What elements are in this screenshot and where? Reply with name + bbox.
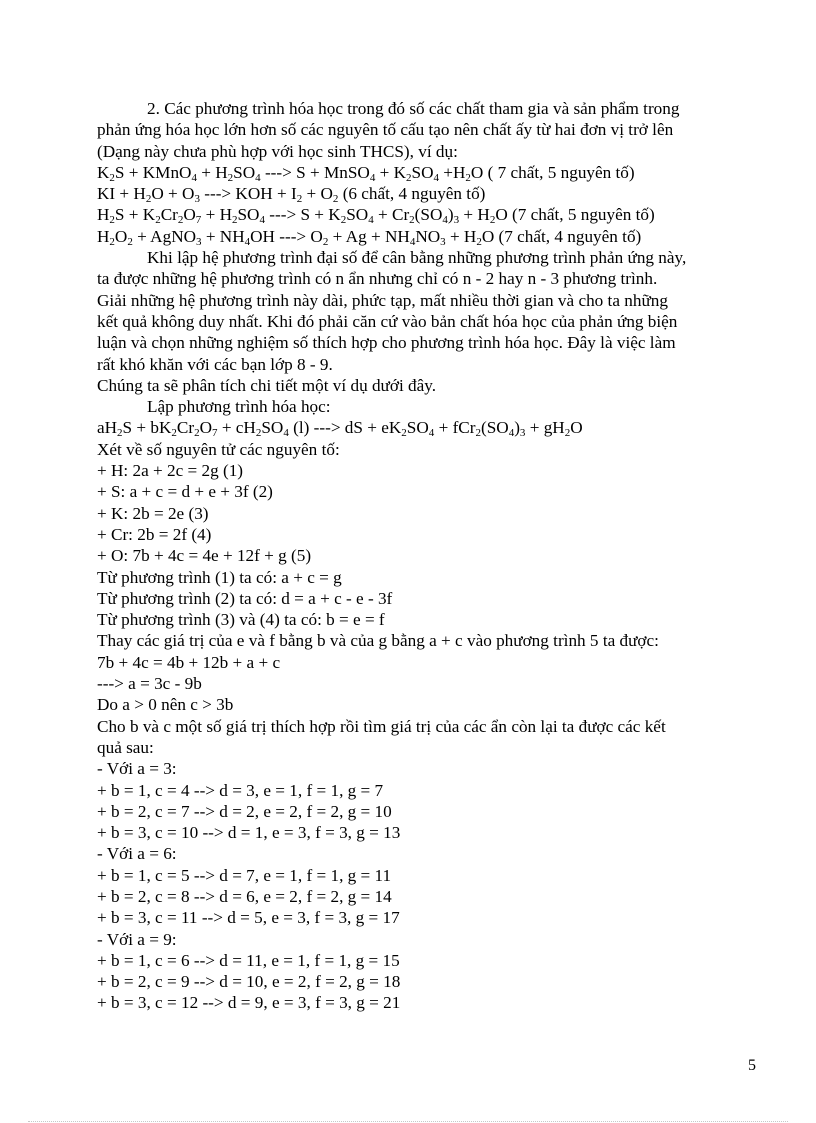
text-line: + b = 2, c = 9 --> d = 10, e = 2, f = 2, g = 18 xyxy=(97,972,401,992)
text-line: Cho b và c một số giá trị thích hợp rồi tìm giá trị của các ẩn còn lại ta được các kết xyxy=(97,716,666,736)
text-line: luận và chọn những nghiệm số thích hợp cho phương trình hóa học. Đây là việc làm xyxy=(97,333,676,353)
text-line: + Cr: 2b = 2f (4) xyxy=(97,524,212,544)
text-line: 2. Các phương trình hóa học trong đó số các chất tham gia và sản phẩm trong xyxy=(147,99,680,118)
text-line: Từ phương trình (1) ta có: a + c = g xyxy=(97,567,342,587)
text-line: + b = 1, c = 6 --> d = 11, e = 1, f = 1, g = 15 xyxy=(97,950,400,970)
text-line: $K_2S$ + KMnO$_4$ + $H_2SO_4$ ---> S + MnSO$_4$ + $K_2SO_4 +H_2O$ ( 7 chất, 5 nguyên tố) xyxy=(97,162,635,184)
text-line: + b = 2, c = 8 --> d = 6, e = 2, f = 2, g = 14 xyxy=(97,886,392,906)
text-line: Từ phương trình (3) và (4) ta có: b = e = f xyxy=(97,610,385,630)
text-line: + b = 3, c = 12 --> d = 9, e = 3, f = 3, g = 21 xyxy=(97,993,401,1013)
text-line: $aH_2S + bK_2Cr_2O_7 + cH_2SO_4$ (l) ---> dS + $eK_2SO_4 + fCr_2(SO_4)_3 + gH_2O$ xyxy=(97,418,583,440)
text-line: - Với a = 6: xyxy=(97,844,177,864)
text-line: + b = 3, c = 11 --> d = 5, e = 3, f = 3, g = 17 xyxy=(97,908,400,928)
text-line: + K: 2b = 2e (3) xyxy=(97,503,209,523)
text-line: $H_2S + K_2Cr_2O_7 + H_2SO_4$ ---> $S + K_2SO_4 + Cr_2(SO_4)_3 + H_2O$ (7 chất, 5 nguyên tố) xyxy=(97,205,655,227)
text-line: quả sau: xyxy=(97,737,154,757)
text-line: Xét về số nguyên tử các nguyên tố: xyxy=(97,439,340,459)
text-line: ---> a = 3c - 9b xyxy=(97,674,202,694)
page-number: 5 xyxy=(748,1057,756,1074)
text-line: ta được những hệ phương trình có n ẩn nhưng chỉ có n - 2 hay n - 3 phương trình. xyxy=(97,269,658,289)
text-line: + b = 1, c = 4 --> d = 3, e = 1, f = 1, g = 7 xyxy=(97,780,384,800)
text-line: rất khó khăn với các bạn lớp 8 - 9. xyxy=(97,354,333,374)
text-line: Chúng ta sẽ phân tích chi tiết một ví dụ dưới đây. xyxy=(97,375,437,395)
text-line: Từ phương trình (2) ta có: d = a + c - e - 3f xyxy=(97,588,393,608)
text-line: + S: a + c = d + e + 3f (2) xyxy=(97,482,273,502)
text-line: + b = 3, c = 10 --> d = 1, e = 3, f = 3, g = 13 xyxy=(97,823,401,843)
text-line: Do a > 0 nên c > 3b xyxy=(97,695,234,715)
text-line: + H: 2a + 2c = 2g (1) xyxy=(97,461,244,481)
text-line: + b = 1, c = 5 --> d = 7, e = 1, f = 1, g = 11 xyxy=(97,865,392,885)
text-line: Lập phương trình hóa học: xyxy=(147,397,331,417)
document-body xyxy=(97,98,762,1014)
text-line: + b = 2, c = 7 --> d = 2, e = 2, f = 2, g = 10 xyxy=(97,801,392,821)
text-line: kết quả không duy nhất. Khi đó phải căn cứ vào bản chất hóa học của phản ứng biện xyxy=(97,311,678,331)
text-line: 7b + 4c = 4b + 12b + a + c xyxy=(97,652,281,672)
text-line: phản ứng hóa học lớn hơn số các nguyên tố cấu tạo nên chất ấy từ hai đơn vị trở lên xyxy=(97,120,674,140)
text-line: - Với a = 9: xyxy=(97,929,177,949)
page-divider xyxy=(28,1121,788,1122)
text-line: KI + $H_2O + O_3$ ---> KOH + $I_2 + O_2$ (6 chất, 4 nguyên tố) xyxy=(97,184,486,206)
text-line: Khi lập hệ phương trình đại số để cân bằng những phương trình phản ứng này, xyxy=(147,248,687,268)
text-line: + O: 7b + 4c = 4e + 12f + g (5) xyxy=(97,546,312,566)
text-line: Giải những hệ phương trình này dài, phức tạp, mất nhiều thời gian và cho ta những xyxy=(97,290,668,310)
text-line: (Dạng này chưa phù hợp với học sinh THCS), ví dụ: xyxy=(97,141,458,161)
text-line: $H_2O_2$ + AgNO$_3$ + $NH_4OH$ ---> $O_2 + Ag + NH_4NO_3 + H_2O$ (7 chất, 4 nguyên tố) xyxy=(97,226,642,248)
text-line: Thay các giá trị của e và f bằng b và của g bằng a + c vào phương trình 5 ta được: xyxy=(97,631,659,651)
text-line: - Với a = 3: xyxy=(97,759,177,779)
